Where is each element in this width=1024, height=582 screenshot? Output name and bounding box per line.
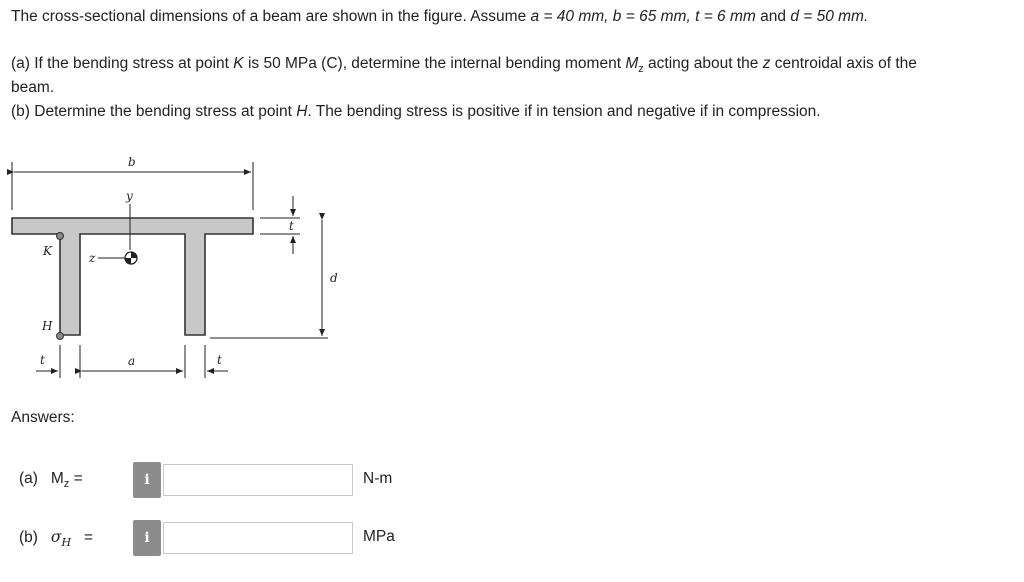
beam-cross-section-figure bbox=[0, 140, 360, 390]
answer-b-subscript: H bbox=[61, 536, 72, 550]
part-a-moment-sub: z bbox=[638, 63, 644, 76]
part-b-seg2: . The bending stress is positive if in tension and negative if in compression. bbox=[307, 103, 821, 120]
label-d: d bbox=[330, 271, 338, 285]
given-d: d = 50 mm. bbox=[790, 8, 869, 25]
label-a: a bbox=[128, 354, 136, 368]
intro-and: and bbox=[760, 8, 786, 25]
answer-a-equals: = bbox=[73, 470, 83, 487]
part-b-point-h: H bbox=[296, 103, 308, 120]
part-a-seg4: centroidal axis of the bbox=[774, 55, 917, 72]
answer-a-info-button[interactable]: i bbox=[133, 462, 161, 498]
label-t-right: t bbox=[289, 219, 294, 233]
label-z: z bbox=[89, 251, 96, 265]
part-a-moment-symbol: M bbox=[625, 55, 639, 72]
answer-a-symbol: M bbox=[50, 470, 64, 487]
answers-heading: Answers: bbox=[11, 409, 75, 426]
answer-b-input[interactable] bbox=[163, 522, 353, 554]
answer-b-part: (b) bbox=[19, 529, 38, 546]
answer-a-unit: N-m bbox=[363, 470, 393, 487]
centroid-icon bbox=[125, 252, 137, 264]
given-a: a = 40 mm, bbox=[530, 8, 609, 25]
answer-b-unit: MPa bbox=[363, 528, 395, 545]
given-t: t = 6 mm bbox=[695, 8, 756, 25]
answer-b-info-button[interactable]: i bbox=[133, 520, 161, 556]
label-k: K bbox=[43, 244, 52, 258]
part-a-text bbox=[11, 53, 917, 80]
label-t-bottom: t bbox=[217, 353, 222, 367]
answer-a-input[interactable] bbox=[163, 464, 353, 496]
answer-a-label bbox=[19, 470, 83, 490]
label-t-left: t bbox=[40, 353, 45, 367]
part-a-seg1: (a) If the bending stress at point bbox=[11, 55, 229, 72]
part-a-point-k: K bbox=[233, 55, 244, 72]
intro-text: The cross-sectional dimensions of a beam are shown in the figure. Assume bbox=[11, 8, 527, 25]
part-a-z-axis: z bbox=[762, 55, 771, 72]
answer-a-part: (a) bbox=[19, 470, 38, 487]
part-a-seg3: acting about the bbox=[648, 55, 759, 72]
part-a-text-cont bbox=[11, 77, 54, 99]
part-a-seg5: beam. bbox=[11, 79, 55, 96]
point-k-marker bbox=[57, 233, 64, 240]
beam-section-shape bbox=[12, 218, 253, 335]
answer-b-equals: = bbox=[83, 529, 94, 546]
given-b: b = 65 mm, bbox=[612, 8, 691, 25]
label-y: y bbox=[126, 189, 133, 203]
point-h-marker bbox=[57, 333, 64, 340]
answer-b-symbol: σ bbox=[50, 528, 62, 546]
part-b-text bbox=[11, 101, 821, 123]
part-b-seg1: (b) Determine the bending stress at point bbox=[11, 103, 292, 120]
part-a-seg2: is 50 MPa (C), determine the internal bending moment bbox=[247, 55, 621, 72]
label-b: b bbox=[128, 155, 136, 169]
label-h: H bbox=[42, 319, 53, 333]
problem-intro bbox=[11, 6, 868, 28]
answer-b-label bbox=[19, 528, 93, 549]
answer-a-subscript: z bbox=[63, 478, 70, 491]
